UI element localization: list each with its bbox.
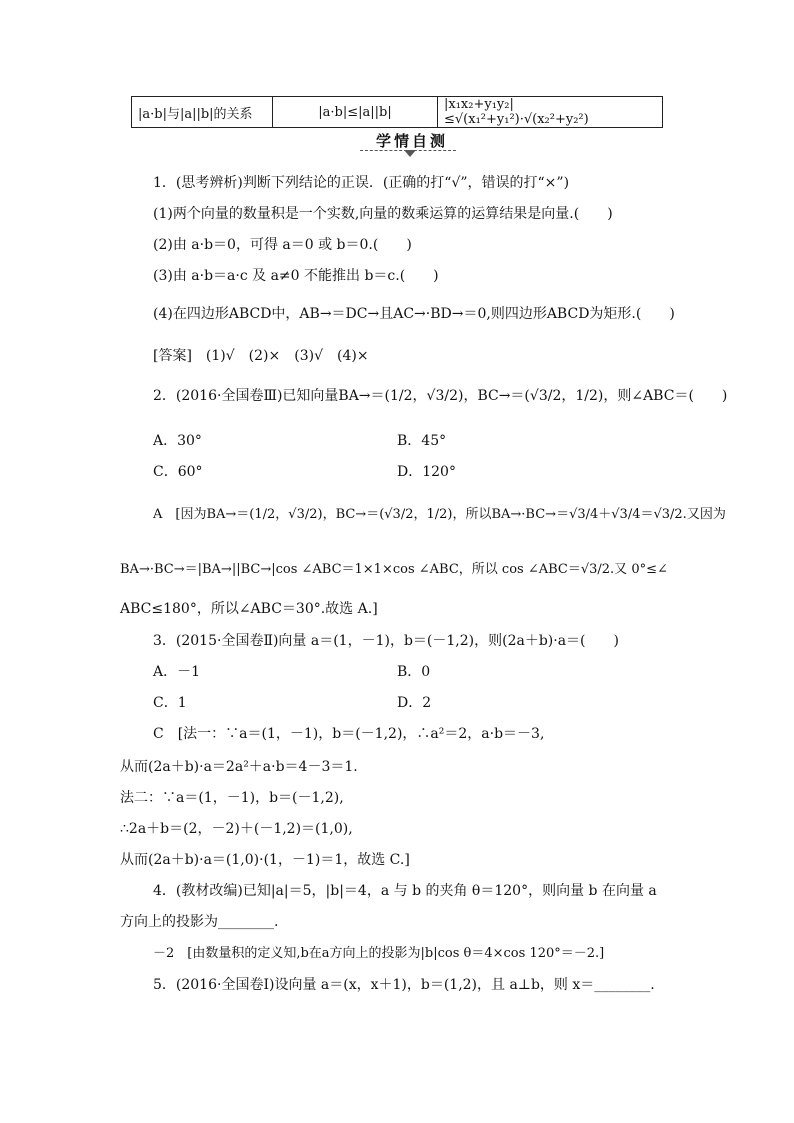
question-3-solution-5: 从而(2a＋b)·a＝(1,0)·(1，－1)＝1，故选 C.] [120,852,410,868]
question-2-stem: 2．(2016·全国卷Ⅲ)已知向量BA→＝(1/2，√3/2)，BC→＝(√3/2，1/2)，则∠ABC＝( ) [153,388,728,404]
question-4-stem-cont: 方向上的投影为________. [120,914,279,930]
triangle-down-icon [404,150,416,157]
question-2-solution-1: A [因为BA→＝(1/2，√3/2)，BC→＝(√3/2，1/2)，所以BA→·BC→＝√3/4＋√3/4＝√3/2.又因为 [153,507,726,522]
question-3-stem: 3．(2015·全国卷Ⅱ)向量 a＝(1，－1)，b＝(－1,2)，则(2a＋b)·a＝( ) [153,633,619,649]
question-3-option-b: B．0 [397,664,431,680]
question-1-answer: [答案] (1)√ (2)× (3)√ (4)× [153,348,369,364]
question-4-answer: －2 [由数量积的定义知,b在a方向上的投影为|b|cos θ＝4×cos 120°＝－2.] [153,946,605,961]
question-2-solution-2: BA→·BC→＝|BA→||BC→|cos ∠ABC＝1×1×cos ∠ABC，所以 cos ∠ABC＝√3/2.又 0°≤∠ [120,562,668,577]
table-cell-relation-label: |a·b|与|a||b|的关系 [132,97,273,128]
section-title: 学情自测 [376,132,449,150]
question-1-item-2: (2)由 a·b＝0，可得 a＝0 或 b＝0.( ) [153,237,412,253]
question-5-stem: 5．(2016·全国卷Ⅰ)设向量 a＝(x，x＋1)，b＝(1,2)，且 a⊥b，则 x＝________. [153,977,655,993]
question-3-option-d: D．2 [397,695,432,711]
question-3-solution-2: 从而(2a＋b)·a＝2a²＋a·b＝4－3＝1. [120,759,358,775]
question-1-item-4: (4)在四边形ABCD中，AB→＝DC→且AC→·BD→＝0,则四边形ABCD为矩形.( ) [153,306,675,322]
question-2-option-a: A．30° [153,433,202,449]
question-2-option-d: D．120° [397,464,456,480]
table-cell-vector-form: |a·b|≤|a||b| [273,97,438,128]
question-1-item-3: (3)由 a·b＝a·c 及 a≠0 不能推出 b＝c.( ) [153,268,439,284]
question-1-item-1: (1)两个向量的数量积是一个实数,向量的数乘运算的运算结果是向量.( ) [153,206,613,222]
question-3-option-a: A．－1 [153,664,201,680]
question-4-stem: 4．(教材改编)已知|a|＝5，|b|＝4，a 与 b 的夹角 θ＝120°，则向量 b 在向量 a [153,883,657,899]
question-2-option-c: C．60° [153,464,203,480]
table-cell-coordinate-form: |x₁x₂+y₁y₂|≤√(x₁²+y₁²)·√(x₂²+y₂²) [438,97,663,128]
question-3-solution-3: 法二：∵a＝(1，－1)，b＝(－1,2), [120,790,344,806]
question-2-solution-3: ABC≤180°，所以∠ABC＝30°.故选 A.] [120,601,378,617]
table-row [132,97,663,128]
question-3-solution-1: C [法一：∵a＝(1，－1)，b＝(－1,2)，∴a²＝2，a·b＝－3, [153,726,545,742]
question-1-stem: 1．(思考辨析)判断下列结论的正误．(正确的打“√”，错误的打“×”) [153,175,570,191]
question-3-option-c: C．1 [153,695,187,711]
question-2-option-b: B．45° [397,433,447,449]
relation-table [131,96,663,128]
question-3-solution-4: ∴2a＋b＝(2，－2)＋(－1,2)＝(1,0), [120,821,353,837]
